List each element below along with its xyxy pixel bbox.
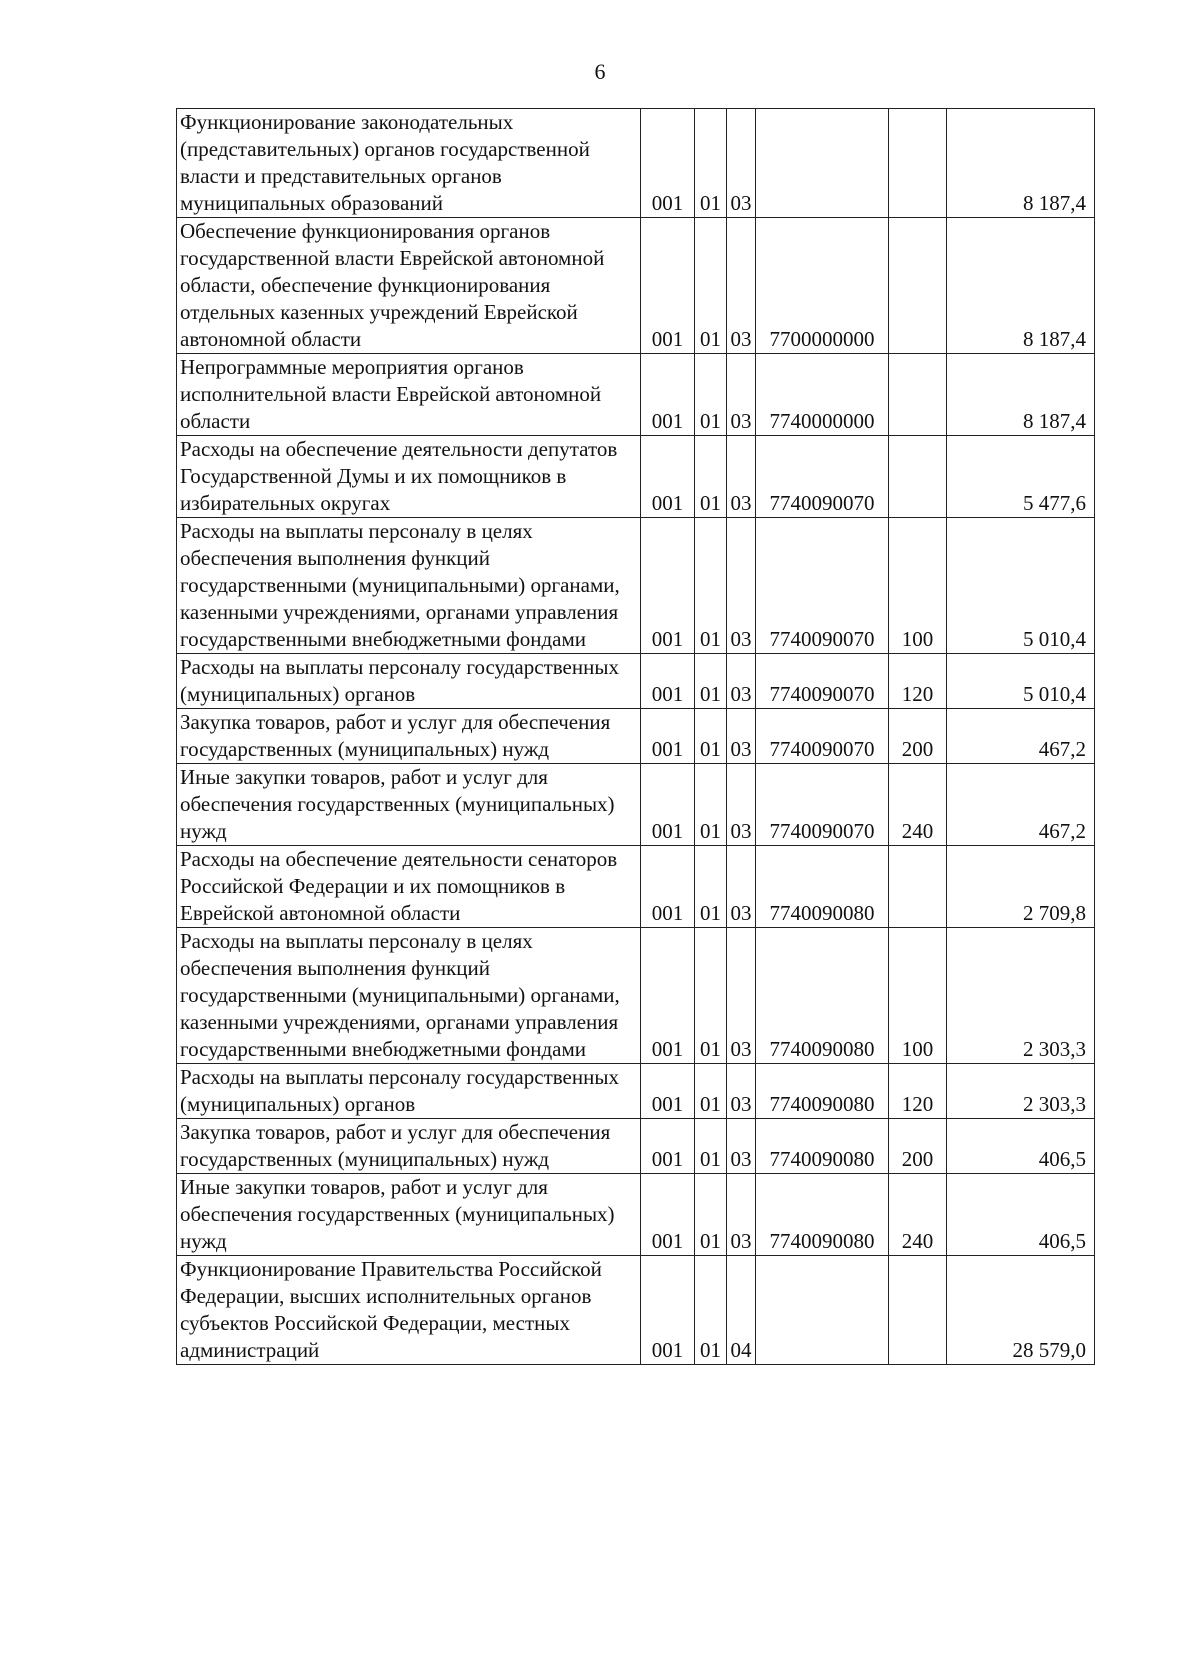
cell-target-article: 7740090070 [756,764,889,846]
cell-ved-code: 001 [641,1119,695,1174]
row-name: Расходы на обеспечение деятельности депутатов Государственной Думы и их помощников в избирательных округах [177,436,641,518]
cell-target-article [756,109,889,218]
cell-expense-type: 120 [889,654,947,709]
table-row [177,436,1095,518]
cell-amount: 8 187,4 [947,109,1095,218]
cell-subsection: 03 [727,1064,756,1119]
cell-target-article: 7740090070 [756,436,889,518]
cell-ved-code: 001 [641,518,695,654]
row-name: Обеспечение функционирования органов государственной власти Еврейской автономной области, обеспечение функционирования отдельных казенных учреждений Еврейской автономной области [177,218,641,354]
cell-subsection: 03 [727,846,756,928]
cell-amount: 5 010,4 [947,654,1095,709]
cell-amount: 467,2 [947,764,1095,846]
row-name: Закупка товаров, работ и услуг для обеспечения государственных (муниципальных) нужд [177,1119,641,1174]
table-row [177,654,1095,709]
cell-ved-code: 001 [641,109,695,218]
cell-ved-code: 001 [641,1064,695,1119]
cell-ved-code: 001 [641,436,695,518]
table-row [177,218,1095,354]
cell-amount: 2 303,3 [947,1064,1095,1119]
row-name: Расходы на выплаты персоналу государственных (муниципальных) органов [177,654,641,709]
cell-amount: 28 579,0 [947,1256,1095,1365]
cell-expense-type: 100 [889,928,947,1064]
cell-section: 01 [695,354,727,436]
cell-ved-code: 001 [641,846,695,928]
cell-subsection: 03 [727,218,756,354]
cell-subsection: 03 [727,709,756,764]
row-name: Расходы на обеспечение деятельности сенаторов Российской Федерации и их помощников в Еврейской автономной области [177,846,641,928]
cell-section: 01 [695,218,727,354]
row-name: Иные закупки товаров, работ и услуг для обеспечения государственных (муниципальных) нужд [177,764,641,846]
cell-subsection: 03 [727,654,756,709]
cell-expense-type: 240 [889,1174,947,1256]
cell-expense-type: 240 [889,764,947,846]
cell-subsection: 04 [727,1256,756,1365]
cell-amount: 5 477,6 [947,436,1095,518]
budget-table-body [177,109,1095,1365]
row-name: Расходы на выплаты персоналу в целях обеспечения выполнения функций государственными (муниципальными) органами, казенными учреждениями, органами управления государственными внебюджетными фондами [177,928,641,1064]
page-number: 6 [594,59,606,84]
cell-amount: 8 187,4 [947,218,1095,354]
table-row [177,1256,1095,1365]
cell-section: 01 [695,518,727,654]
cell-expense-type: 100 [889,518,947,654]
cell-amount: 8 187,4 [947,354,1095,436]
cell-target-article: 7740090080 [756,928,889,1064]
table-row [177,109,1095,218]
cell-ved-code: 001 [641,354,695,436]
cell-expense-type [889,846,947,928]
cell-target-article [756,1256,889,1365]
cell-amount: 406,5 [947,1119,1095,1174]
cell-section: 01 [695,109,727,218]
table-row [177,1064,1095,1119]
cell-section: 01 [695,654,727,709]
cell-target-article: 7740090080 [756,1174,889,1256]
budget-table [176,108,1095,1365]
cell-subsection: 03 [727,928,756,1064]
cell-amount: 5 010,4 [947,518,1095,654]
row-name: Иные закупки товаров, работ и услуг для обеспечения государственных (муниципальных) нужд [177,1174,641,1256]
cell-expense-type: 200 [889,709,947,764]
row-name: Функционирование законодательных (представительных) органов государственной власти и представительных органов муниципальных образований [177,109,641,218]
cell-section: 01 [695,1256,727,1365]
cell-target-article: 7740090070 [756,654,889,709]
row-name: Закупка товаров, работ и услуг для обеспечения государственных (муниципальных) нужд [177,709,641,764]
cell-expense-type: 200 [889,1119,947,1174]
table-row [177,846,1095,928]
cell-amount: 467,2 [947,709,1095,764]
cell-subsection: 03 [727,436,756,518]
cell-section: 01 [695,928,727,1064]
table-row [177,764,1095,846]
table-row [177,928,1095,1064]
cell-target-article: 7740090070 [756,518,889,654]
cell-expense-type: 120 [889,1064,947,1119]
cell-target-article: 7740090080 [756,1119,889,1174]
cell-section: 01 [695,1174,727,1256]
cell-target-article: 7740090080 [756,846,889,928]
cell-amount: 2 303,3 [947,928,1095,1064]
row-name: Расходы на выплаты персоналу в целях обеспечения выполнения функций государственными (муниципальными) органами, казенными учреждениями, органами управления государственными внебюджетными фондами [177,518,641,654]
cell-subsection: 03 [727,109,756,218]
cell-expense-type [889,109,947,218]
cell-ved-code: 001 [641,764,695,846]
cell-subsection: 03 [727,354,756,436]
table-row [177,709,1095,764]
cell-expense-type [889,436,947,518]
cell-target-article: 7700000000 [756,218,889,354]
table-row [177,354,1095,436]
cell-section: 01 [695,764,727,846]
cell-subsection: 03 [727,518,756,654]
cell-section: 01 [695,1119,727,1174]
cell-ved-code: 001 [641,928,695,1064]
cell-amount: 406,5 [947,1174,1095,1256]
cell-target-article: 7740090070 [756,709,889,764]
cell-expense-type [889,218,947,354]
cell-ved-code: 001 [641,218,695,354]
cell-expense-type [889,1256,947,1365]
row-name: Функционирование Правительства Российской Федерации, высших исполнительных органов субъектов Российской Федерации, местных администраций [177,1256,641,1365]
cell-ved-code: 001 [641,1256,695,1365]
cell-section: 01 [695,1064,727,1119]
cell-ved-code: 001 [641,709,695,764]
row-name: Непрограммные мероприятия органов исполнительной власти Еврейской автономной области [177,354,641,436]
cell-target-article: 7740000000 [756,354,889,436]
cell-subsection: 03 [727,764,756,846]
table-row [177,1119,1095,1174]
table-row [177,1174,1095,1256]
row-name: Расходы на выплаты персоналу государственных (муниципальных) органов [177,1064,641,1119]
cell-ved-code: 001 [641,654,695,709]
cell-section: 01 [695,846,727,928]
cell-subsection: 03 [727,1174,756,1256]
cell-section: 01 [695,709,727,764]
cell-ved-code: 001 [641,1174,695,1256]
cell-target-article: 7740090080 [756,1064,889,1119]
cell-section: 01 [695,436,727,518]
cell-amount: 2 709,8 [947,846,1095,928]
table-row [177,518,1095,654]
cell-expense-type [889,354,947,436]
cell-subsection: 03 [727,1119,756,1174]
